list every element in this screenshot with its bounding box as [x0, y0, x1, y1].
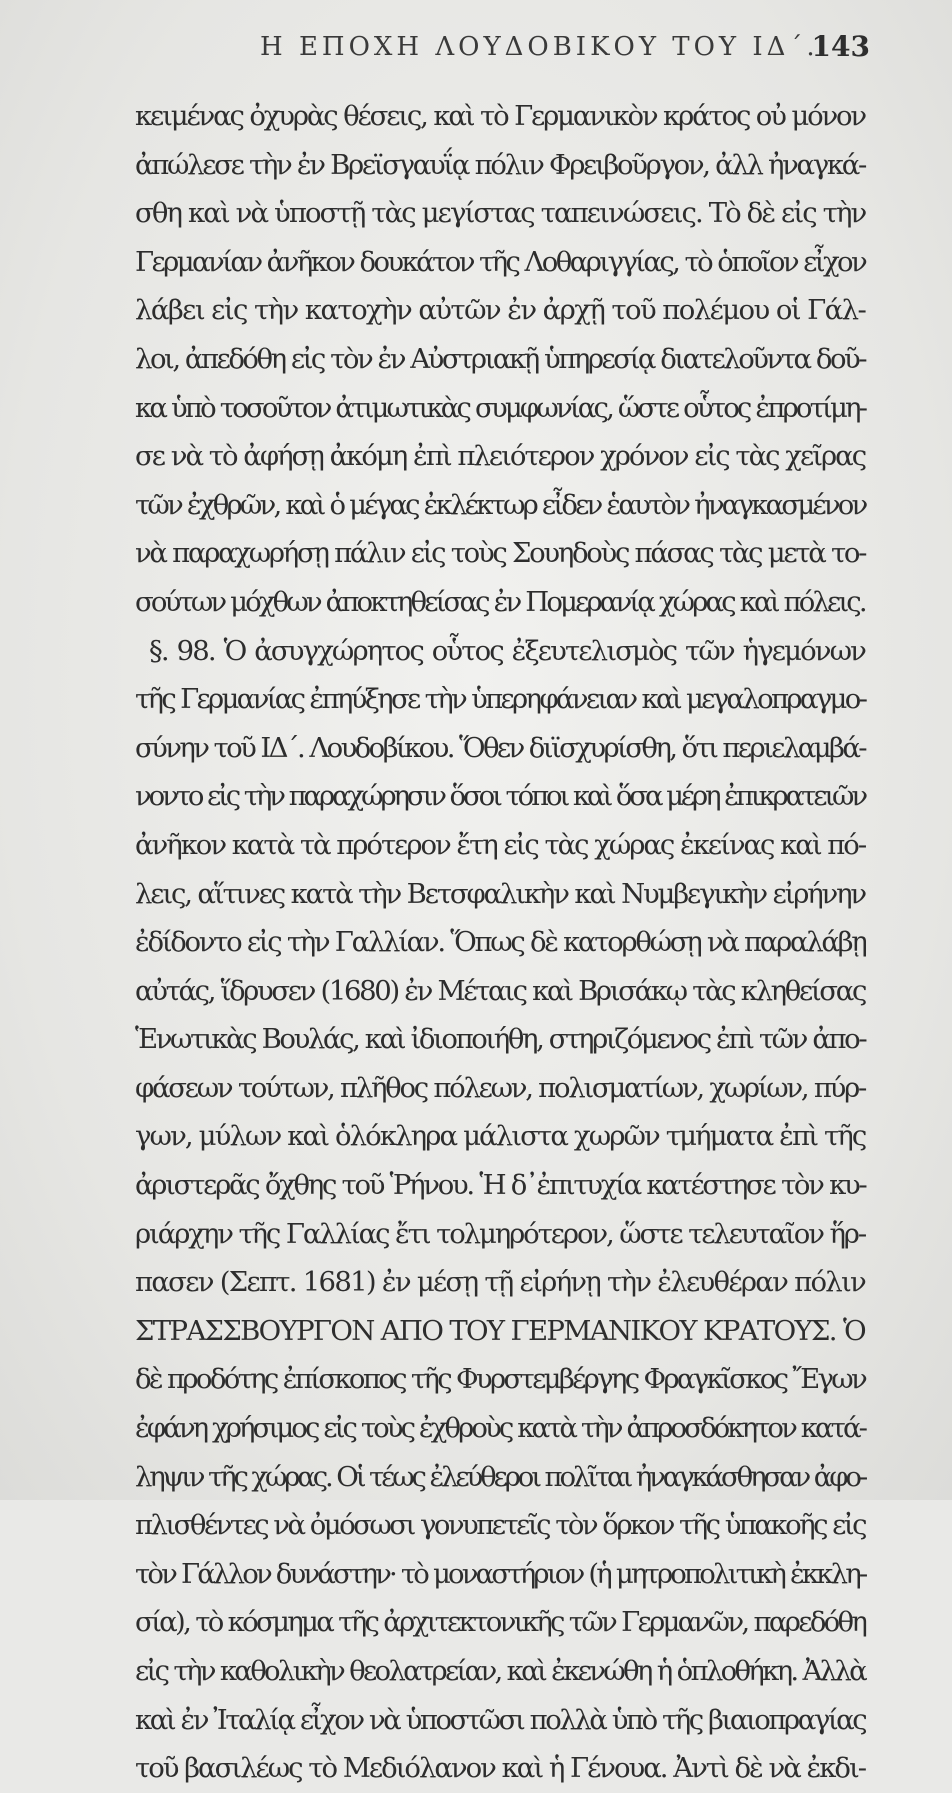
text-line: ἀπώλεσε τὴν ἐν Βρεϊσγαυΐᾳ πόλιν Φρειβοῦργον, ἀλλ ἠναγκά-	[135, 148, 865, 181]
text-line: πασεν (Σεπτ. 1681) ἐν μέσῃ τῇ εἰρήνῃ τὴν ἐλευθέραν πόλιν	[135, 1266, 865, 1299]
text-line: ριάρχην τῆς Γαλλίας ἔτι τολμηρότερον, ὥστε τελευταῖον ἥρ-	[135, 1217, 866, 1250]
page-number: 143	[811, 30, 870, 63]
text-line: τῶν ἐχθρῶν, καὶ ὁ μέγας ἐκλέκτωρ εἶδεν ἑαυτὸν ἠναγκασμένον	[135, 488, 866, 521]
running-title: Η ΕΠΟΧΗ ΛΟΥΔΟΒΙΚΟΥ ΤΟΥ ΙΔ΄.	[260, 32, 819, 62]
text-line: σε νὰ τὸ ἀφήσῃ ἀκόμη ἐπὶ πλειότερον χρόνον εἰς τὰς χεῖρας	[135, 440, 866, 473]
text-line: ἀνῆκον κατὰ τὰ πρότερον ἔτη εἰς τὰς χώρας ἐκείνας καὶ πό-	[135, 828, 866, 861]
section-heading-line: §. 98. Ὁ ἀσυγχώρητος οὗτος ἐξευτελισμὸς τῶν ἡγεμόνων	[149, 634, 865, 667]
text-line: σθη καὶ νὰ ὑποστῇ τὰς μεγίστας ταπεινώσεις. Τὸ δὲ εἰς τὴν	[135, 197, 866, 230]
text-line: πλισθέντες νὰ ὀμόσωσι γονυπετεῖς τὸν ὅρκον τῆς ὑπακοῆς εἰς	[135, 1509, 865, 1542]
text-line: αὐτάς, ἵδρυσεν (1680) ἐν Μέταις καὶ Βρισάκῳ τὰς κληθείσας	[135, 974, 865, 1007]
text-line: ΣΤΡΑΣΣΒΟΥΡΓΟΝ ΑΠΟ ΤΟΥ ΓΕΡΜΑΝΙΚΟΥ ΚΡΑΤΟΥΣ. Ὁ	[135, 1314, 865, 1347]
text-line: ἐφάνη χρήσιμος εἰς τοὺς ἐχθροὺς κατὰ τὴν ἀπροσδόκητον κατά-	[135, 1412, 865, 1445]
text-line: εἰς τὴν καθολικὴν θεολατρείαν, καὶ ἐκενώθη ἡ ὁπλοθήκη. Ἀλλὰ	[135, 1655, 865, 1687]
text-line: λάβει εἰς τὴν κατοχὴν αὐτῶν ἐν ἀρχῇ τοῦ πολέμου οἱ Γάλ-	[135, 294, 866, 327]
text-line: νὰ παραχωρήσῃ πάλιν εἰς τοὺς Σουηδοὺς πάσας τὰς μετὰ το-	[135, 537, 866, 570]
text-line: Ἑνωτικὰς Βουλάς, καὶ ἰδιοποιήθη, στηριζόμενος ἐπὶ τῶν ἀπο-	[135, 1023, 866, 1056]
text-line: λεις, αἵτινες κατὰ τὴν Βετσφαλικὴν καὶ Νυμβεγικὴν εἰρήνην	[135, 877, 865, 910]
text-line: τὸν Γάλλον δυνάστην· τὸ μοναστήριον (ἡ μητροπολιτικὴ ἐκκλη-	[135, 1557, 866, 1590]
text-line: Γερμανίαν ἀνῆκον δουκάτον τῆς Λοθαριγγίας, τὸ ὁποῖον εἶχον	[135, 245, 866, 278]
text-line: τῆς Γερμανίας ἐπηύξησε τὴν ὑπερηφάνειαν καὶ μεγαλοπραγμο-	[135, 683, 866, 716]
text-line: σούτων μόχθων ἀποκτηθείσας ἐν Πομερανίᾳ χώρας καὶ πόλεις.	[135, 585, 865, 618]
text-line: ἀριστερᾶς ὄχθης τοῦ Ῥήνου. Ἡ δ᾽ἐπιτυχία κατέστησε τὸν κυ-	[135, 1169, 866, 1202]
text-line: γων, μύλων καὶ ὁλόκληρα μάλιστα χωρῶν τμήματα ἐπὶ τῆς	[135, 1120, 866, 1153]
text-line: λοι, ἀπεδόθη εἰς τὸν ἐν Αὐστριακῇ ὑπηρεσίᾳ διατελοῦντα δοῦ-	[135, 342, 866, 375]
text-line: καὶ ἐν Ἰταλίᾳ εἶχον νὰ ὑποστῶσι πολλὰ ὑπὸ τῆς βιαιοπραγίας	[135, 1703, 866, 1736]
text-line: τοῦ βασιλέως τὸ Μεδιόλανον καὶ ἡ Γένουα. Ἀντὶ δὲ νὰ ἐκδι-	[135, 1752, 865, 1785]
running-head	[150, 30, 870, 70]
text-line: κα ὑπὸ τοσοῦτον ἀτιμωτικὰς συμφωνίας, ὥστε οὗτος ἐπροτίμη-	[135, 391, 866, 424]
text-line: σύνην τοῦ ΙΔ΄. Λουδοβίκου. Ὅθεν διϊσχυρίσθη, ὅτι περιελαμβά-	[135, 731, 865, 764]
text-line: φάσεων τούτων, πλῆθος πόλεων, πολισματίων, χωρίων, πύρ-	[135, 1071, 865, 1104]
body-text	[135, 92, 865, 1793]
text-line: δὲ προδότης ἐπίσκοπος τῆς Φυρστεμβέργης Φραγκῖσκος Ἔγων	[135, 1363, 866, 1396]
text-line: σία), τὸ κόσμημα τῆς ἀρχιτεκτονικῆς τῶν Γερμανῶν, παρεδόθη	[135, 1606, 866, 1639]
text-line: νοντο εἰς τὴν παραχώρησιν ὅσοι τόποι καὶ ὅσα μέρη ἐπικρατειῶν	[135, 780, 865, 813]
text-line: ἐδίδοντο εἰς τὴν Γαλλίαν. Ὅπως δὲ κατορθώσῃ νὰ παραλάβῃ	[135, 926, 866, 959]
text-line: κειμένας ὀχυρὰς θέσεις, καὶ τὸ Γερμανικὸν κράτος οὐ μόνον	[135, 100, 865, 132]
text-line: ληψιν τῆς χώρας. Οἱ τέως ἐλεύθεροι πολῖται ἠναγκάσθησαν ἀφο-	[135, 1460, 865, 1493]
